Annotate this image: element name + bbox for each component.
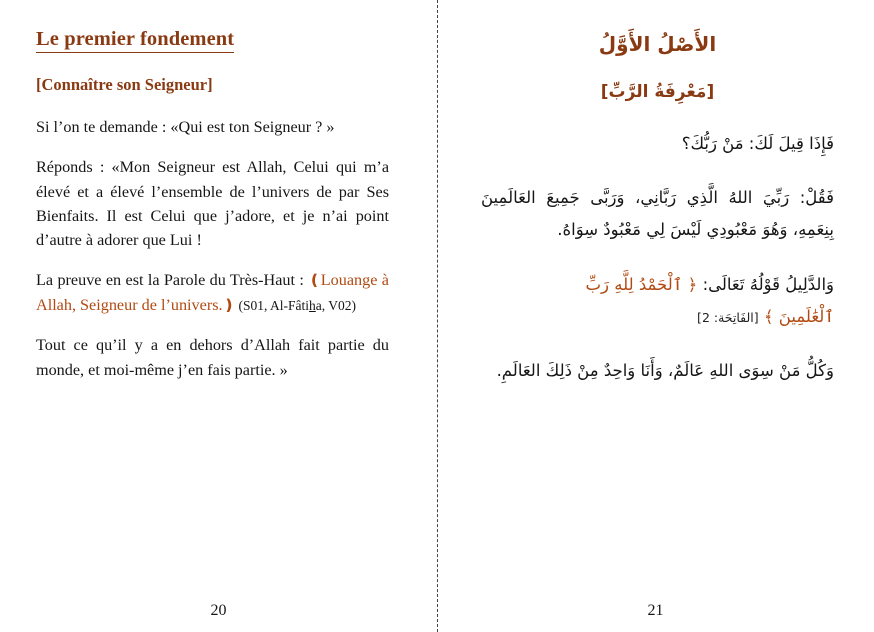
verse-reference-end: a, V02) xyxy=(315,297,357,313)
page-subtitle-arabic: [مَعْرِفَةُ الرَّبِّ] xyxy=(600,82,715,102)
quran-open-mark-arabic: ﴿ xyxy=(687,274,698,294)
paragraph-conclusion-arabic: وَكُلُّ مَنْ سِوَى اللهِ عَالَمٌ، وَأَنَا وَاحِدٌ مِنْ ذَلِكَ العَالَمِ. xyxy=(496,360,834,380)
quran-quote-line-1: ٱلْحَمْدُ لِلَّهِ رَبِّ xyxy=(585,274,683,294)
quran-quote-text: Louange à Allah, Seigneur de l’univers. xyxy=(36,271,389,314)
paragraph-question: Si l’on te demande : «Qui est ton Seigneur ? » xyxy=(36,118,335,136)
folio-right: 21 xyxy=(647,602,664,619)
paragraph-answer-arabic: فَقُلْ: رَبِّيَ اللهُ الَّذِي رَبَّانِي، وَرَبَّى جَمِيعَ العَالَمِينَ بِنِعَمِهِ، وَهُوَ مَعْبُودِي لَيْسَ لِي مَعْبُودٌ سِوَاهُ. xyxy=(481,188,834,240)
quran-close-mark-arabic: ﴾ xyxy=(763,306,774,326)
page-title-arabic: الأَصْلُ الأَوَّلُ xyxy=(598,32,717,56)
quran-close-mark: ❫ xyxy=(222,297,236,314)
quran-quote-line-2: ٱلْعَٰلَمِينَ xyxy=(778,306,834,326)
proof-lead-text-arabic: وَالدَّلِيلُ قَوْلُهُ تَعَالَى: xyxy=(702,274,834,294)
paragraph-conclusion: Tout ce qu’il y a en dehors d’Allah fait partie du monde, et moi-même j’en fais partie. » xyxy=(36,336,389,379)
verse-reference-arabic: [الفَاتِحَة: 2] xyxy=(697,309,759,325)
proof-lead-text: La preuve en est la Parole du Très-Haut : xyxy=(36,271,309,290)
page-title: Le premier fondement xyxy=(36,28,234,53)
quran-open-mark: ❪ xyxy=(308,273,321,290)
paragraph-question-arabic: فَإِذَا قِيلَ لَكَ: مَنْ رَبُّكَ؟ xyxy=(681,134,834,153)
paragraph-proof xyxy=(36,268,389,317)
folio-left: 20 xyxy=(210,602,227,619)
paragraph-proof-arabic xyxy=(481,269,834,333)
page-subtitle: [Connaître son Seigneur] xyxy=(36,75,213,94)
paragraph-answer: Réponds : «Mon Seigneur est Allah, Celui qui m’a élevé et a élevé l’ensemble de l’univers de par Ses Bienfaits. Il est Celui que j’adore, et je n’ai point d’autre à adorer que Lui ! xyxy=(36,158,389,250)
verse-reference-mid: h xyxy=(309,297,316,313)
page-right-arabic xyxy=(437,0,874,632)
verse-reference-start: (S01, Al-Fâti xyxy=(235,297,310,313)
